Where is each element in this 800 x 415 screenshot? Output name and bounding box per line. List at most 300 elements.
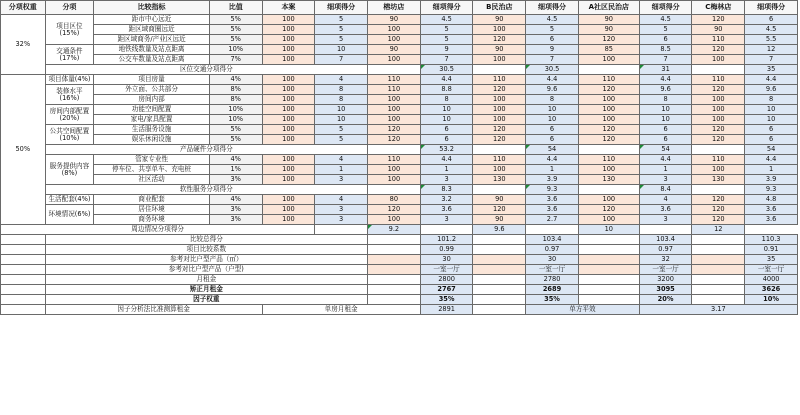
table-cell[interactable]: 100 — [692, 55, 745, 65]
table-cell[interactable]: 2.7 — [526, 215, 579, 225]
table-cell[interactable]: 10% — [209, 105, 262, 115]
table-cell[interactable]: 110 — [578, 75, 639, 85]
table-cell[interactable]: 6 — [745, 15, 798, 25]
table-cell[interactable]: 120 — [692, 45, 745, 55]
table-cell[interactable]: 7 — [315, 55, 368, 65]
table-cell[interactable]: 100 — [473, 55, 526, 65]
table-cell[interactable]: 0.97 — [639, 245, 692, 255]
table-cell[interactable]: 1 — [420, 165, 473, 175]
table-cell[interactable]: 7 — [639, 55, 692, 65]
table-cell[interactable]: 9.2 — [368, 225, 421, 235]
table-cell[interactable]: 120 — [473, 125, 526, 135]
table-cell[interactable]: 娱乐休闲设施 — [94, 135, 210, 145]
table-cell[interactable]: 8% — [209, 85, 262, 95]
table-cell[interactable]: 120 — [692, 85, 745, 95]
item-cell[interactable]: 项目比较系数 — [45, 245, 367, 255]
table-cell[interactable] — [368, 265, 421, 275]
table-cell[interactable]: 4% — [209, 195, 262, 205]
table-cell[interactable]: 120 — [368, 135, 421, 145]
table-cell[interactable]: 101.2 — [420, 235, 473, 245]
table-cell[interactable]: 距区域商务/产业区远近 — [94, 35, 210, 45]
table-cell[interactable]: 120 — [692, 205, 745, 215]
table-cell[interactable]: 100 — [262, 15, 315, 25]
table-cell[interactable]: 100 — [578, 215, 639, 225]
table-cell[interactable]: 4.8 — [745, 195, 798, 205]
category-weight-cell[interactable] — [1, 275, 46, 285]
table-cell[interactable] — [578, 275, 639, 285]
table-cell[interactable]: 项目房量 — [94, 75, 210, 85]
table-cell[interactable]: 100 — [262, 45, 315, 55]
item-cell[interactable]: 参考对比户型产品（㎡） — [45, 255, 367, 265]
item-cell[interactable]: 参考对比户型产品（户型) — [45, 265, 367, 275]
table-cell[interactable]: 3.6 — [745, 205, 798, 215]
table-cell[interactable]: 35% — [526, 295, 579, 305]
item-cell[interactable]: 项目区位 (15%) — [45, 15, 94, 45]
table-cell[interactable]: 3 — [639, 215, 692, 225]
table-cell[interactable]: 4.5 — [526, 15, 579, 25]
table-cell[interactable] — [578, 285, 639, 295]
table-cell[interactable]: 120 — [578, 135, 639, 145]
header-cell[interactable]: 细项得分 — [420, 1, 473, 15]
table-cell[interactable]: 4.4 — [639, 155, 692, 165]
item-cell[interactable]: 项目体量(4%) — [45, 75, 94, 85]
table-cell[interactable]: 9.6 — [745, 85, 798, 95]
table-cell[interactable]: 6 — [526, 35, 579, 45]
table-cell[interactable]: 100 — [473, 115, 526, 125]
table-cell[interactable]: 120 — [692, 135, 745, 145]
table-cell[interactable]: 100 — [262, 205, 315, 215]
table-cell[interactable]: 90 — [473, 15, 526, 25]
table-cell[interactable] — [368, 235, 421, 245]
table-cell[interactable]: 5% — [209, 25, 262, 35]
table-cell[interactable]: 5% — [209, 135, 262, 145]
table-cell[interactable]: 103.4 — [526, 235, 579, 245]
table-cell[interactable]: 4.4 — [420, 75, 473, 85]
item-cell[interactable]: 环境情况(6%) — [45, 205, 94, 225]
table-cell[interactable]: 5 — [420, 35, 473, 45]
item-cell[interactable]: 产品硬件分项得分 — [45, 145, 367, 155]
table-cell[interactable]: 距区域商圈远近 — [94, 25, 210, 35]
table-cell[interactable]: 家电/家具配置 — [94, 115, 210, 125]
table-cell[interactable]: 功能空间配置 — [94, 105, 210, 115]
table-cell[interactable] — [692, 275, 745, 285]
table-cell[interactable]: 100 — [368, 95, 421, 105]
table-cell[interactable]: 5 — [315, 35, 368, 45]
table-cell[interactable]: 4.4 — [639, 75, 692, 85]
table-cell[interactable]: 100 — [368, 115, 421, 125]
table-cell[interactable]: 9.6 — [639, 85, 692, 95]
header-cell[interactable]: 榕坊店 — [368, 1, 421, 15]
table-cell[interactable] — [692, 255, 745, 265]
table-cell[interactable]: 100 — [578, 95, 639, 105]
table-cell[interactable] — [315, 225, 368, 235]
table-cell[interactable]: 54 — [526, 145, 579, 155]
table-cell[interactable]: 距市中心远近 — [94, 15, 210, 25]
table-cell[interactable] — [473, 65, 526, 75]
table-cell[interactable]: 130 — [473, 175, 526, 185]
table-cell[interactable]: 12 — [692, 225, 745, 235]
category-weight-cell[interactable] — [1, 265, 46, 275]
table-cell[interactable]: 5 — [315, 135, 368, 145]
table-cell[interactable]: 6 — [745, 135, 798, 145]
table-cell[interactable]: 4 — [315, 155, 368, 165]
table-cell[interactable]: 2780 — [526, 275, 579, 285]
table-cell[interactable]: 外立面、公共部分 — [94, 85, 210, 95]
header-cell[interactable]: 细项得分 — [315, 1, 368, 15]
table-cell[interactable]: 120 — [692, 195, 745, 205]
table-cell[interactable]: 90 — [473, 195, 526, 205]
table-cell[interactable]: 4% — [209, 155, 262, 165]
table-cell[interactable]: 3.6 — [745, 215, 798, 225]
table-cell[interactable]: 4 — [315, 195, 368, 205]
table-cell[interactable] — [473, 185, 526, 195]
table-cell[interactable] — [639, 225, 692, 235]
table-cell[interactable]: 8.5 — [639, 45, 692, 55]
table-cell[interactable]: 130 — [692, 175, 745, 185]
table-cell[interactable]: 10 — [639, 105, 692, 115]
table-cell[interactable]: 110 — [692, 75, 745, 85]
item-cell[interactable]: 因子权重 — [45, 295, 367, 305]
table-cell[interactable] — [692, 145, 745, 155]
table-cell[interactable]: 5% — [209, 35, 262, 45]
table-cell[interactable] — [473, 235, 526, 245]
table-cell[interactable]: 3.17 — [639, 305, 797, 315]
table-cell[interactable]: 120 — [578, 205, 639, 215]
table-cell[interactable]: 4.5 — [420, 15, 473, 25]
table-cell[interactable]: 10 — [420, 115, 473, 125]
table-cell[interactable] — [420, 225, 473, 235]
item-cell[interactable]: 因子分析法比准测算租金 — [45, 305, 262, 315]
table-cell[interactable]: 5% — [209, 125, 262, 135]
table-cell[interactable]: 110 — [368, 85, 421, 95]
table-cell[interactable]: 5% — [209, 15, 262, 25]
table-cell[interactable]: 单房月租金 — [262, 305, 420, 315]
table-cell[interactable]: 3 — [315, 205, 368, 215]
item-cell[interactable]: 区位交通分项得分 — [45, 65, 367, 75]
table-cell[interactable]: 100 — [692, 95, 745, 105]
table-cell[interactable]: 8.4 — [639, 185, 692, 195]
table-cell[interactable]: 3% — [209, 175, 262, 185]
table-cell[interactable]: 3.6 — [420, 205, 473, 215]
table-cell[interactable]: 90 — [578, 25, 639, 35]
table-cell[interactable]: 3 — [315, 175, 368, 185]
table-cell[interactable]: 100 — [368, 55, 421, 65]
table-cell[interactable]: 10 — [315, 45, 368, 55]
table-cell[interactable]: 35 — [745, 255, 798, 265]
table-cell[interactable]: 100 — [262, 165, 315, 175]
table-cell[interactable]: 100 — [262, 85, 315, 95]
table-cell[interactable]: 3.6 — [639, 205, 692, 215]
table-cell[interactable]: 120 — [473, 85, 526, 95]
table-cell[interactable]: 8 — [526, 95, 579, 105]
table-cell[interactable]: 120 — [578, 85, 639, 95]
table-cell[interactable]: 7% — [209, 55, 262, 65]
table-cell[interactable]: 10% — [209, 115, 262, 125]
table-cell[interactable]: 12 — [745, 45, 798, 55]
table-cell[interactable]: 90 — [692, 25, 745, 35]
table-cell[interactable]: 0.99 — [420, 245, 473, 255]
table-cell[interactable]: 4.4 — [526, 155, 579, 165]
table-cell[interactable]: 社区活动 — [94, 175, 210, 185]
table-cell[interactable]: 100 — [578, 55, 639, 65]
table-cell[interactable] — [526, 225, 579, 235]
table-cell[interactable] — [473, 275, 526, 285]
table-cell[interactable]: 10 — [526, 105, 579, 115]
table-cell[interactable]: 2689 — [526, 285, 579, 295]
table-cell[interactable] — [368, 275, 421, 285]
table-cell[interactable]: 4% — [209, 75, 262, 85]
table-cell[interactable]: 4.4 — [526, 75, 579, 85]
table-cell[interactable]: 单方平效 — [526, 305, 640, 315]
table-cell[interactable]: 90 — [368, 45, 421, 55]
table-cell[interactable]: 8 — [315, 95, 368, 105]
item-cell[interactable]: 周边情况分项得分 — [1, 225, 315, 235]
table-cell[interactable]: 120 — [473, 205, 526, 215]
table-cell[interactable]: 100 — [262, 25, 315, 35]
table-cell[interactable]: 地铁线数量及站点距离 — [94, 45, 210, 55]
table-cell[interactable]: 100 — [368, 165, 421, 175]
table-cell[interactable] — [368, 295, 421, 305]
table-cell[interactable]: 100 — [262, 115, 315, 125]
table-cell[interactable] — [473, 295, 526, 305]
table-cell[interactable]: 100 — [692, 105, 745, 115]
table-cell[interactable]: 100 — [473, 105, 526, 115]
table-cell[interactable] — [578, 185, 639, 195]
table-cell[interactable] — [473, 255, 526, 265]
header-cell[interactable]: A社区民治店 — [578, 1, 639, 15]
table-cell[interactable] — [578, 295, 639, 305]
table-cell[interactable] — [692, 185, 745, 195]
table-cell[interactable]: 5 — [315, 125, 368, 135]
table-cell[interactable]: 100 — [262, 105, 315, 115]
item-cell[interactable]: 月租金 — [45, 275, 367, 285]
table-cell[interactable]: 110 — [692, 35, 745, 45]
table-cell[interactable]: 商业配套 — [94, 195, 210, 205]
table-cell[interactable] — [692, 65, 745, 75]
table-cell[interactable]: 110 — [473, 155, 526, 165]
table-cell[interactable]: 10 — [578, 225, 639, 235]
table-cell[interactable] — [578, 245, 639, 255]
table-cell[interactable]: 6 — [639, 135, 692, 145]
table-cell[interactable]: 8 — [639, 95, 692, 105]
table-cell[interactable]: 5 — [315, 15, 368, 25]
table-cell[interactable] — [368, 245, 421, 255]
table-cell[interactable]: 一室一厅 — [639, 265, 692, 275]
table-cell[interactable]: 1 — [745, 165, 798, 175]
category-weight-cell[interactable]: 32% — [1, 15, 46, 75]
table-cell[interactable]: 110.3 — [745, 235, 798, 245]
table-cell[interactable]: 8.8 — [420, 85, 473, 95]
category-weight-cell[interactable] — [1, 245, 46, 255]
table-cell[interactable]: 7 — [526, 55, 579, 65]
table-cell[interactable]: 3 — [420, 175, 473, 185]
table-cell[interactable] — [578, 265, 639, 275]
category-weight-cell[interactable] — [1, 295, 46, 305]
item-cell[interactable]: 服务提供内容 (8%) — [45, 155, 94, 185]
category-weight-cell[interactable]: 50% — [1, 75, 46, 225]
table-cell[interactable]: 100 — [578, 195, 639, 205]
table-cell[interactable]: 120 — [578, 35, 639, 45]
table-cell[interactable]: 0.97 — [526, 245, 579, 255]
table-cell[interactable]: 54 — [639, 145, 692, 155]
table-cell[interactable]: 35% — [420, 295, 473, 305]
table-cell[interactable]: 100 — [692, 115, 745, 125]
table-cell[interactable]: 100 — [473, 165, 526, 175]
table-cell[interactable]: 0.91 — [745, 245, 798, 255]
table-cell[interactable]: 30 — [526, 255, 579, 265]
table-cell[interactable]: 商务环境 — [94, 215, 210, 225]
item-cell[interactable]: 房间内部配置 (20%) — [45, 105, 94, 125]
table-cell[interactable]: 9 — [420, 45, 473, 55]
table-cell[interactable]: 130 — [578, 175, 639, 185]
table-cell[interactable]: 5 — [639, 25, 692, 35]
table-cell[interactable]: 9.6 — [473, 225, 526, 235]
table-cell[interactable]: 100 — [578, 115, 639, 125]
table-cell[interactable]: 管家专业性 — [94, 155, 210, 165]
table-cell[interactable]: 3.2 — [420, 195, 473, 205]
table-cell[interactable]: 90 — [578, 15, 639, 25]
table-cell[interactable]: 2891 — [420, 305, 473, 315]
table-cell[interactable]: 31 — [639, 65, 692, 75]
table-cell[interactable]: 103.4 — [639, 235, 692, 245]
table-cell[interactable]: 35 — [745, 65, 798, 75]
table-cell[interactable]: 110 — [368, 75, 421, 85]
table-cell[interactable]: 4.5 — [639, 15, 692, 25]
table-cell[interactable]: 4 — [639, 195, 692, 205]
table-cell[interactable]: 100 — [368, 35, 421, 45]
table-cell[interactable]: 120 — [692, 215, 745, 225]
table-cell[interactable]: 6 — [420, 125, 473, 135]
table-cell[interactable]: 120 — [473, 135, 526, 145]
table-cell[interactable]: 120 — [473, 35, 526, 45]
item-cell[interactable]: 比较总得分 — [45, 235, 367, 245]
header-cell[interactable]: 本案 — [262, 1, 315, 15]
table-cell[interactable]: 8.3 — [420, 185, 473, 195]
category-weight-cell[interactable] — [1, 235, 46, 245]
table-cell[interactable]: 5 — [315, 25, 368, 35]
table-cell[interactable]: 100 — [262, 95, 315, 105]
table-cell[interactable]: 4.4 — [745, 75, 798, 85]
table-cell[interactable]: 8% — [209, 95, 262, 105]
table-cell[interactable]: 20% — [639, 295, 692, 305]
table-cell[interactable]: 110 — [368, 155, 421, 165]
item-cell[interactable]: 矫正月租金 — [45, 285, 367, 295]
table-cell[interactable]: 4.4 — [420, 155, 473, 165]
table-cell[interactable]: 90 — [368, 15, 421, 25]
table-cell[interactable]: 10% — [209, 45, 262, 55]
table-cell[interactable] — [473, 305, 526, 315]
table-cell[interactable]: 10 — [745, 105, 798, 115]
table-cell[interactable]: 8 — [420, 95, 473, 105]
table-cell[interactable]: 1 — [526, 165, 579, 175]
table-cell[interactable]: 6 — [639, 35, 692, 45]
table-cell[interactable] — [473, 285, 526, 295]
table-cell[interactable]: 一室一厅 — [745, 265, 798, 275]
table-cell[interactable]: 7 — [745, 55, 798, 65]
table-cell[interactable] — [578, 65, 639, 75]
table-cell[interactable]: 5 — [420, 25, 473, 35]
table-cell[interactable]: 100 — [262, 155, 315, 165]
table-cell[interactable] — [578, 255, 639, 265]
item-cell[interactable]: 生活配套(4%) — [45, 195, 94, 205]
header-cell[interactable]: 细项得分 — [639, 1, 692, 15]
table-cell[interactable]: 100 — [368, 175, 421, 185]
table-cell[interactable]: 9.6 — [526, 85, 579, 95]
table-cell[interactable] — [692, 295, 745, 305]
table-cell[interactable]: 80 — [368, 195, 421, 205]
table-cell[interactable]: 居住环境 — [94, 205, 210, 215]
table-cell[interactable]: 100 — [262, 195, 315, 205]
header-cell[interactable]: C梅林店 — [692, 1, 745, 15]
table-cell[interactable]: 3.6 — [526, 195, 579, 205]
table-cell[interactable] — [473, 265, 526, 275]
table-cell[interactable]: 100 — [578, 165, 639, 175]
table-cell[interactable]: 120 — [578, 125, 639, 135]
table-cell[interactable]: 3.6 — [526, 205, 579, 215]
table-cell[interactable] — [692, 245, 745, 255]
table-cell[interactable]: 4 — [315, 75, 368, 85]
table-cell[interactable]: 10 — [639, 115, 692, 125]
table-cell[interactable] — [473, 245, 526, 255]
table-cell[interactable]: 120 — [368, 125, 421, 135]
table-cell[interactable]: 90 — [473, 215, 526, 225]
table-cell[interactable]: 2800 — [420, 275, 473, 285]
table-cell[interactable] — [368, 285, 421, 295]
table-cell[interactable]: 1 — [315, 165, 368, 175]
table-cell[interactable]: 100 — [578, 105, 639, 115]
table-cell[interactable]: 100 — [262, 175, 315, 185]
table-cell[interactable]: 9.3 — [745, 185, 798, 195]
table-cell[interactable]: 100 — [473, 95, 526, 105]
item-cell[interactable]: 交通条件 (17%) — [45, 45, 94, 65]
item-cell[interactable]: 装修水平 (16%) — [45, 85, 94, 105]
item-cell[interactable]: 软性服务分项得分 — [45, 185, 367, 195]
table-cell[interactable]: 120 — [368, 205, 421, 215]
table-cell[interactable]: 1 — [639, 165, 692, 175]
table-cell[interactable]: 4000 — [745, 275, 798, 285]
header-cell[interactable]: 细项得分 — [526, 1, 579, 15]
table-cell[interactable]: 9.3 — [526, 185, 579, 195]
table-cell[interactable]: 100 — [473, 25, 526, 35]
table-cell[interactable]: 110 — [473, 75, 526, 85]
table-cell[interactable]: 100 — [262, 135, 315, 145]
table-cell[interactable]: 100 — [368, 215, 421, 225]
table-cell[interactable]: 30.5 — [526, 65, 579, 75]
table-cell[interactable]: 房间内部 — [94, 95, 210, 105]
table-cell[interactable]: 100 — [262, 125, 315, 135]
table-cell[interactable]: 100 — [368, 25, 421, 35]
table-cell[interactable]: 7 — [420, 55, 473, 65]
table-cell[interactable]: 10 — [420, 105, 473, 115]
table-cell[interactable]: 6 — [420, 135, 473, 145]
category-weight-cell[interactable] — [1, 255, 46, 265]
table-cell[interactable] — [692, 265, 745, 275]
table-cell[interactable]: 120 — [692, 15, 745, 25]
table-cell[interactable]: 3 — [315, 215, 368, 225]
table-cell[interactable]: 3 — [420, 215, 473, 225]
table-cell[interactable]: 10 — [315, 105, 368, 115]
table-cell[interactable]: 公交车数量及站点距离 — [94, 55, 210, 65]
table-cell[interactable]: 120 — [692, 125, 745, 135]
table-cell[interactable]: 3.9 — [526, 175, 579, 185]
header-cell[interactable]: 比值 — [209, 1, 262, 15]
table-cell[interactable] — [692, 235, 745, 245]
table-cell[interactable]: 100 — [692, 165, 745, 175]
table-cell[interactable]: 10 — [315, 115, 368, 125]
table-cell[interactable] — [368, 65, 421, 75]
table-cell[interactable]: 6 — [526, 125, 579, 135]
table-cell[interactable]: 30.5 — [420, 65, 473, 75]
